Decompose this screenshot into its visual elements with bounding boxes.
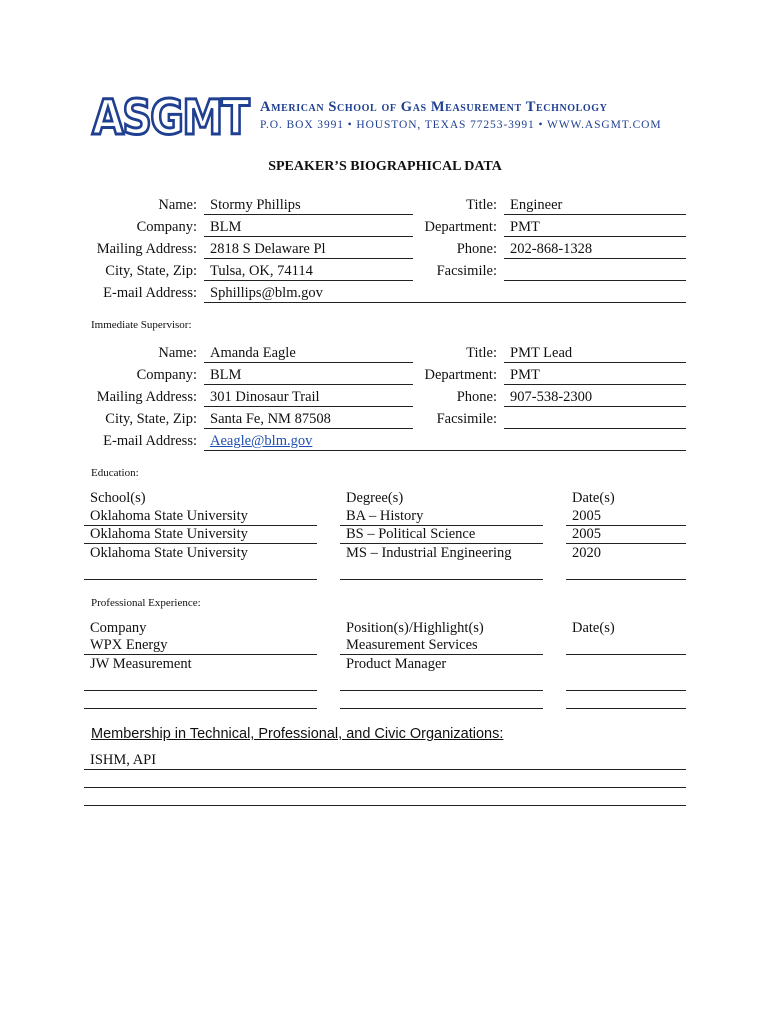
speaker-fax-field[interactable] — [504, 262, 686, 281]
experience-position-cell[interactable]: Measurement Services — [340, 636, 543, 655]
experience-company-cell[interactable]: WPX Energy — [84, 636, 317, 655]
document-title: SPEAKER’S BIOGRAPHICAL DATA — [268, 159, 502, 174]
education-school-cell[interactable]: Oklahoma State University — [84, 507, 317, 526]
speaker-name-label: Name: — [158, 197, 197, 213]
speaker-company-label: Company: — [136, 219, 197, 235]
speaker-phone-field[interactable]: 202-868-1328 — [504, 240, 686, 259]
education-col-degree: Degree(s) — [346, 490, 404, 506]
education-degree-cell[interactable]: BS – Political Science — [340, 525, 543, 544]
speaker-city-label: City, State, Zip: — [105, 263, 197, 279]
supervisor-phone-field[interactable]: 907-538-2300 — [504, 388, 686, 407]
speaker-city-field[interactable]: Tulsa, OK, 74114 — [204, 262, 413, 281]
supervisor-heading: Immediate Supervisor: — [91, 319, 192, 331]
speaker-mailing-field[interactable]: 2818 S Delaware Pl — [204, 240, 413, 259]
supervisor-department-field[interactable]: PMT — [504, 366, 686, 385]
education-date-cell[interactable] — [566, 561, 686, 580]
supervisor-company-label: Company: — [136, 367, 197, 383]
experience-col-position: Position(s)/Highlight(s) — [346, 620, 484, 636]
speaker-department-field[interactable]: PMT — [504, 218, 686, 237]
speaker-phone-label: Phone: — [456, 241, 497, 257]
supervisor-city-field[interactable]: Santa Fe, NM 87508 — [204, 410, 413, 429]
speaker-company-field[interactable]: BLM — [204, 218, 413, 237]
experience-company-cell[interactable]: JW Measurement — [90, 656, 192, 672]
education-school-cell[interactable]: Oklahoma State University — [84, 525, 317, 544]
svg-text:ASGMT: ASGMT — [92, 90, 250, 146]
education-date-cell[interactable]: 2005 — [566, 507, 686, 526]
speaker-title-label: Title: — [466, 197, 497, 213]
experience-position-cell[interactable] — [340, 672, 543, 691]
education-date-cell[interactable]: 2020 — [572, 545, 601, 561]
supervisor-department-label: Department: — [424, 367, 497, 383]
education-col-school: School(s) — [90, 490, 146, 506]
experience-col-date: Date(s) — [572, 620, 615, 636]
org-name: American School of Gas Measurement Technology — [260, 99, 608, 115]
experience-company-cell[interactable] — [84, 672, 317, 691]
education-heading: Education: — [91, 467, 139, 479]
supervisor-city-label: City, State, Zip: — [105, 411, 197, 427]
supervisor-phone-label: Phone: — [456, 389, 497, 405]
supervisor-name-field[interactable]: Amanda Eagle — [204, 344, 413, 363]
experience-date-cell[interactable] — [566, 690, 686, 709]
experience-position-cell[interactable]: Product Manager — [346, 656, 447, 672]
experience-date-cell[interactable] — [566, 672, 686, 691]
speaker-fax-label: Facsimile: — [436, 263, 497, 279]
supervisor-email-link[interactable]: Aeagle@blm.gov — [210, 433, 313, 449]
supervisor-name-label: Name: — [158, 345, 197, 361]
supervisor-email-field[interactable] — [204, 432, 686, 451]
education-date-cell[interactable]: 2005 — [566, 525, 686, 544]
experience-company-cell[interactable] — [84, 690, 317, 709]
membership-line[interactable]: ISHM, API — [84, 751, 686, 770]
education-degree-cell[interactable] — [340, 561, 543, 580]
experience-col-company: Company — [90, 620, 147, 636]
supervisor-title-field[interactable]: PMT Lead — [504, 344, 686, 363]
membership-line[interactable] — [84, 787, 686, 806]
education-school-cell[interactable] — [84, 561, 317, 580]
education-degree-cell[interactable]: MS – Industrial Engineering — [346, 545, 512, 561]
supervisor-email-label: E-mail Address: — [103, 433, 197, 449]
speaker-name-field[interactable]: Stormy Phillips — [204, 196, 413, 215]
education-school-cell[interactable]: Oklahoma State University — [90, 545, 248, 561]
asgmt-logo — [90, 90, 250, 146]
supervisor-title-label: Title: — [466, 345, 497, 361]
membership-heading: Membership in Technical, Professional, and Civic Organizations: — [91, 726, 504, 742]
experience-date-cell[interactable] — [566, 636, 686, 655]
speaker-email-field[interactable]: Sphillips@blm.gov — [204, 284, 686, 303]
org-address: P.O. BOX 3991 • HOUSTON, TEXAS 77253-3991 • WWW.ASGMT.COM — [260, 119, 662, 131]
experience-heading: Professional Experience: — [91, 597, 201, 609]
supervisor-company-field[interactable]: BLM — [204, 366, 413, 385]
education-col-date: Date(s) — [572, 490, 615, 506]
supervisor-fax-label: Facsimile: — [436, 411, 497, 427]
speaker-department-label: Department: — [424, 219, 497, 235]
supervisor-mailing-label: Mailing Address: — [96, 389, 197, 405]
speaker-email-label: E-mail Address: — [103, 285, 197, 301]
supervisor-mailing-field[interactable]: 301 Dinosaur Trail — [204, 388, 413, 407]
speaker-title-field[interactable]: Engineer — [504, 196, 686, 215]
experience-position-cell[interactable] — [340, 690, 543, 709]
education-degree-cell[interactable]: BA – History — [340, 507, 543, 526]
membership-line[interactable] — [84, 769, 686, 788]
supervisor-fax-field[interactable] — [504, 410, 686, 429]
speaker-mailing-label: Mailing Address: — [96, 241, 197, 257]
